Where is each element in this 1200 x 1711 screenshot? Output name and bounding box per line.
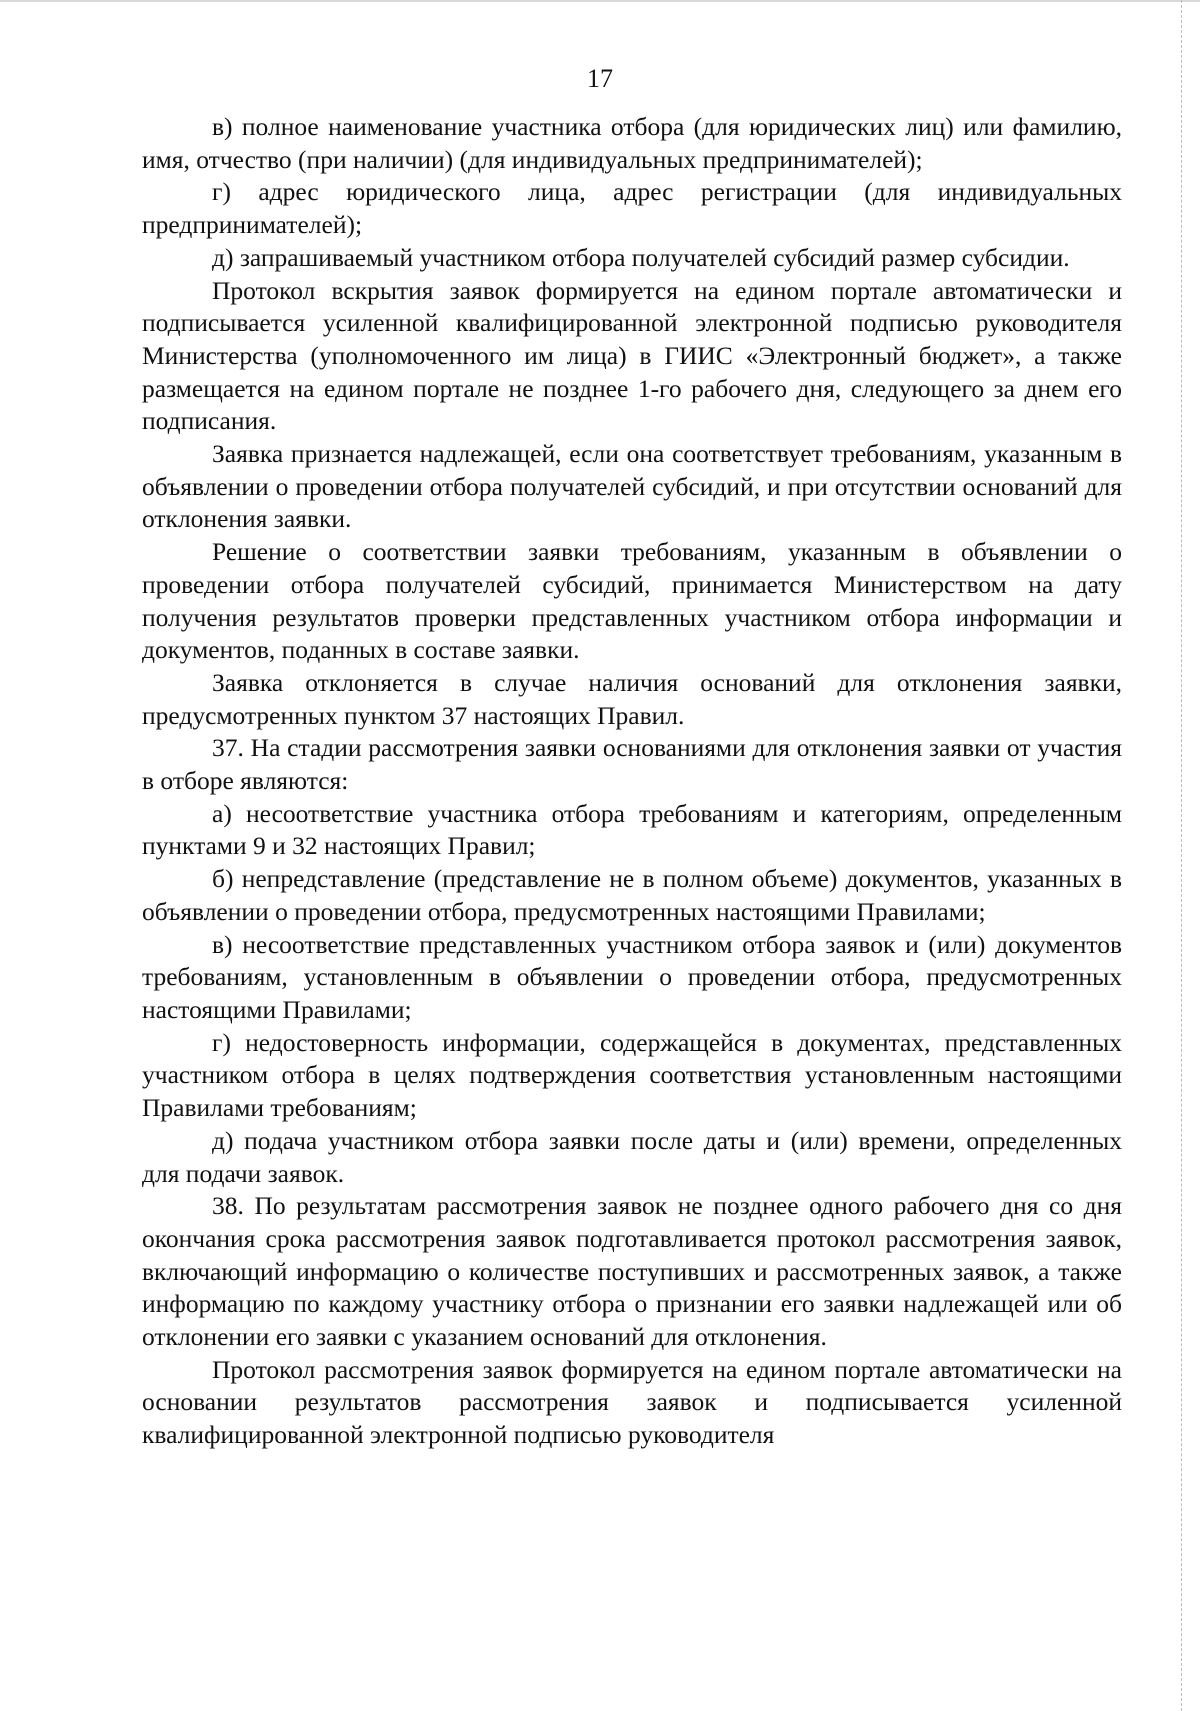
scan-right-edge [1181, 0, 1182, 1711]
paragraph-review-protocol: Протокол рассмотрения заявок формируется на едином портале автоматически на основании результатов рассмотрения заявок и подписывается усиленной квалифицированной электронной подписью руководителя [142, 1354, 1122, 1450]
page-number: 17 [587, 64, 613, 93]
scan-top-edge [0, 0, 1200, 2]
paragraph-clause-37-b: б) непредставление (представление не в полном объеме) документов, указанных в объявлении о проведении отбора, предусмотренных настоящими Правилами; [142, 864, 1122, 926]
paragraph-opening-protocol: Протокол вскрытия заявок формируется на едином портале автоматически и подписывается усиленной квалифицированной электронной подписью руководителя Министерства (уполномоченного им лица) в ГИИС «Электронный бюджет», а также размещается на едином портале не позднее 1-го рабочего дня, следующего за днем его подписания. [142, 275, 1122, 436]
paragraph-item-v: в) полное наименование участника отбора (для юридических лиц) или фамилию, имя, отчество (при наличии) (для индивидуальных предпринимателей); [142, 112, 1122, 174]
paragraph-clause-37-v: в) несоответствие представленных участником отбора заявок и (или) документов требованиям, установленным в объявлении о проведении отбора, предусмотренных настоящими Правилами; [142, 929, 1122, 1024]
paragraph-clause-37-g: г) недостоверность информации, содержащейся в документах, представленных участником отбора в целях подтверждения соответствия установленным настоящими Правилами требованиям; [142, 1027, 1122, 1123]
paragraph-clause-37-a: а) несоответствие участника отбора требованиям и категориям, определенным пунктами 9 и 32 настоящих Правил; [142, 798, 1122, 861]
document-body [142, 111, 1122, 1452]
paragraph-item-d: д) запрашиваемый участником отбора получателей субсидий размер субсидии. [212, 242, 1070, 272]
paragraph-clause-37: 37. На стадии рассмотрения заявки основаниями для отклонения заявки от участия в отборе являются: [142, 733, 1122, 796]
paragraph-clause-38: 38. По результатам рассмотрения заявок не позднее одного рабочего дня со дня окончания срока рассмотрения заявок подготавливается протокол рассмотрения заявок, включающий информацию о количестве поступивших и рассмотренных заявок, а также информацию по каждому участнику отбора о признании его заявки надлежащей или об отклонении его заявки с указанием оснований для отклонения. [142, 1191, 1122, 1352]
paragraph-item-g: г) адрес юридического лица, адрес регистрации (для индивидуальных предпринимателей); [142, 177, 1122, 240]
paragraph-application-proper: Заявка признается надлежащей, если она соответствует требованиям, указанным в объявлении о проведении отбора получателей субсидий, и при отсутствии оснований для отклонения заявки. [142, 439, 1122, 534]
paragraph-clause-37-d: д) подача участником отбора заявки после даты и (или) времени, определенных для подачи заявок. [142, 1125, 1122, 1188]
paragraph-compliance-decision: Решение о соответствии заявки требованиям, указанным в объявлении о проведении отбора получателей субсидий, принимается Министерством на дату получения результатов проверки представленных участником отбора информации и документов, поданных в составе заявки. [142, 537, 1122, 665]
paragraph-application-rejection: Заявка отклоняется в случае наличия оснований для отклонения заявки, предусмотренных пунктом 37 настоящих Правил. [142, 667, 1122, 730]
